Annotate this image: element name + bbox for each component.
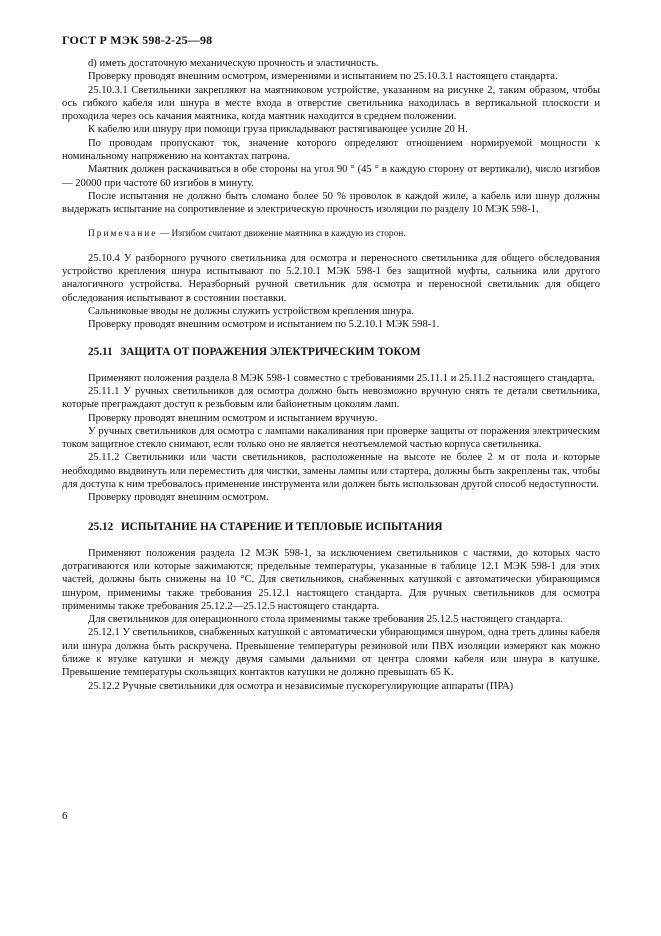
paragraph: Проверку проводят внешним осмотром и испытанием вручную. [88,412,378,424]
paragraph: Сальниковые вводы не должны служить устройством крепления шнура. [88,306,414,318]
note-paragraph [62,228,600,241]
section-number: 25.12 [88,520,114,533]
section-number: 25.11 [88,345,113,358]
section-title: ИСПЫТАНИЕ НА СТАРЕНИЕ И ТЕПЛОВЫЕ ИСПЫТАНИЯ [120,520,443,533]
paragraph: Проверку проводят внешним осмотром и испытанием по 5.2.10.1 МЭК 598-1. [88,319,440,331]
paragraph: 25.11.1 У ручных светильников для осмотра должно быть невозможно вручную снять те детали светильника, которые преграждают доступ к резьбовым или байонетным цоколям ламп. [62,385,600,411]
paragraph: Проверку проводят внешним осмотром. [88,492,269,504]
paragraph: Маятник должен раскачиваться в обе стороны на угол 90 ° (45 ° в каждую сторону от вертикали), число изгибов — 20000 при частоте 60 изгибов в минуту. [62,164,600,189]
paragraph: Применяют положения раздела 8 МЭК 598-1 совместно с требованиями 25.11.1 и 25.11.2 настоящего стандарта. [88,372,595,384]
note-text: — Изгибом считают движение маятника в каждую из сторон. [157,228,406,239]
note-label: Примечание [88,228,158,239]
page-number: 6 [62,810,68,822]
document-header: ГОСТ Р МЭК 598-2-25—98 [62,33,213,47]
paragraph: 25.11.2 Светильники или части светильников, расположенные на высоте не более 2 м от пола и которые необходимо выдвинуть или переместить для чистки, замены лампы или стартера, должны быть закреплены так, чтобы для доступа к ним требовалось применение инструмента или должен быть использован другой способ недоступности. [62,452,600,491]
paragraph: Для светильников для операционного стола применимы также требования 25.12.5 настоящего стандарта. [88,614,563,626]
paragraph: 25.12.1 У светильников, снабженных катушкой с автоматически убирающимся шнуром, одна треть длины кабеля или шнура должна быть раскручена. Превышение температуры резиновой или ПВХ изоляции измеряют как можно ближе к втулке катушки и между двумя самыми дальними от центра слоями кабеля или шнура в катушке. Превышение температуры скользящих контактов катушки не должно превышать 65 К. [62,627,600,679]
paragraph: Проверку проводят внешним осмотром, измерениями и испытанием по 25.10.3.1 настоящего стандарта. [88,71,558,83]
paragraph: Применяют положения раздела 12 МЭК 598-1, за исключением светильников с частями, до которых часто дотрагиваются или которые зажимаются; предельные температуры, указанные в таблице 12.1 МЭК 598-1 для этих частей, должны быть снижены на 10 °С. Для светильников, снабженных катушкой с автоматически убирающимся шнуром, применимы также требования 25.12.1 настоящего стандарта. Для ручных светильников для осмотра применимы также требования 25.12.2—25.12.5 настоящего стандарта. [62,547,600,612]
paragraph: После испытания не должно быть сломано более 50 % проволок в каждой жиле, а кабель или шнур должны выдержать испытание на сопротивление и электрическую прочность изоляции по разделу 10 МЭК 598-1. [62,190,600,216]
paragraph: 25.10.3.1 Светильники закрепляют на маятниковом устройстве, указанном на рисунке 2, таким образом, чтобы ось гибкого кабеля или шнура в месте входа в отверстие светильника находилась в вертикальной плоскости и проходила через ось качания маятника, когда маятник находится в среднем положении. [62,84,600,123]
paragraph: d) иметь достаточную механическую прочность и эластичность. [88,58,379,69]
paragraph: 25.10.4 У разборного ручного светильника для осмотра и переносного светильника для общего обследования устройство крепления шнура испытывают по 5.2.10.1 МЭК 598-1 без защитной муфты, сальника или другого аналогичного устройства. Неразборный ручной светильник для осмотра и переносной светильник для общего обследования испытывают в состоянии поставки. [62,252,600,304]
document-body [62,57,600,693]
paragraph: К кабелю или шнуру при помощи груза прикладывают растягивающее усилие 20 Н. [88,124,468,136]
section-heading-25-12 [88,521,600,533]
paragraph: 25.12.2 Ручные светильники для осмотра и независимые пускорегулирующие аппараты (ПРА) [88,680,514,692]
section-heading-25-11 [88,346,600,358]
section-title: ЗАЩИТА ОТ ПОРАЖЕНИЯ ЭЛЕКТРИЧЕСКИМ ТОКОМ [120,345,421,358]
paragraph: По проводам пропускают ток, значение которого определяют отношением нормируемой мощности к номинальному напряжению на контактах патрона. [62,137,600,163]
paragraph: У ручных светильников для осмотра с лампами накаливания при проверке защиты от поражения электрическим током защитное стекло снимают, если только оно не является неотъемлемой частью корпуса светильника. [62,425,600,451]
